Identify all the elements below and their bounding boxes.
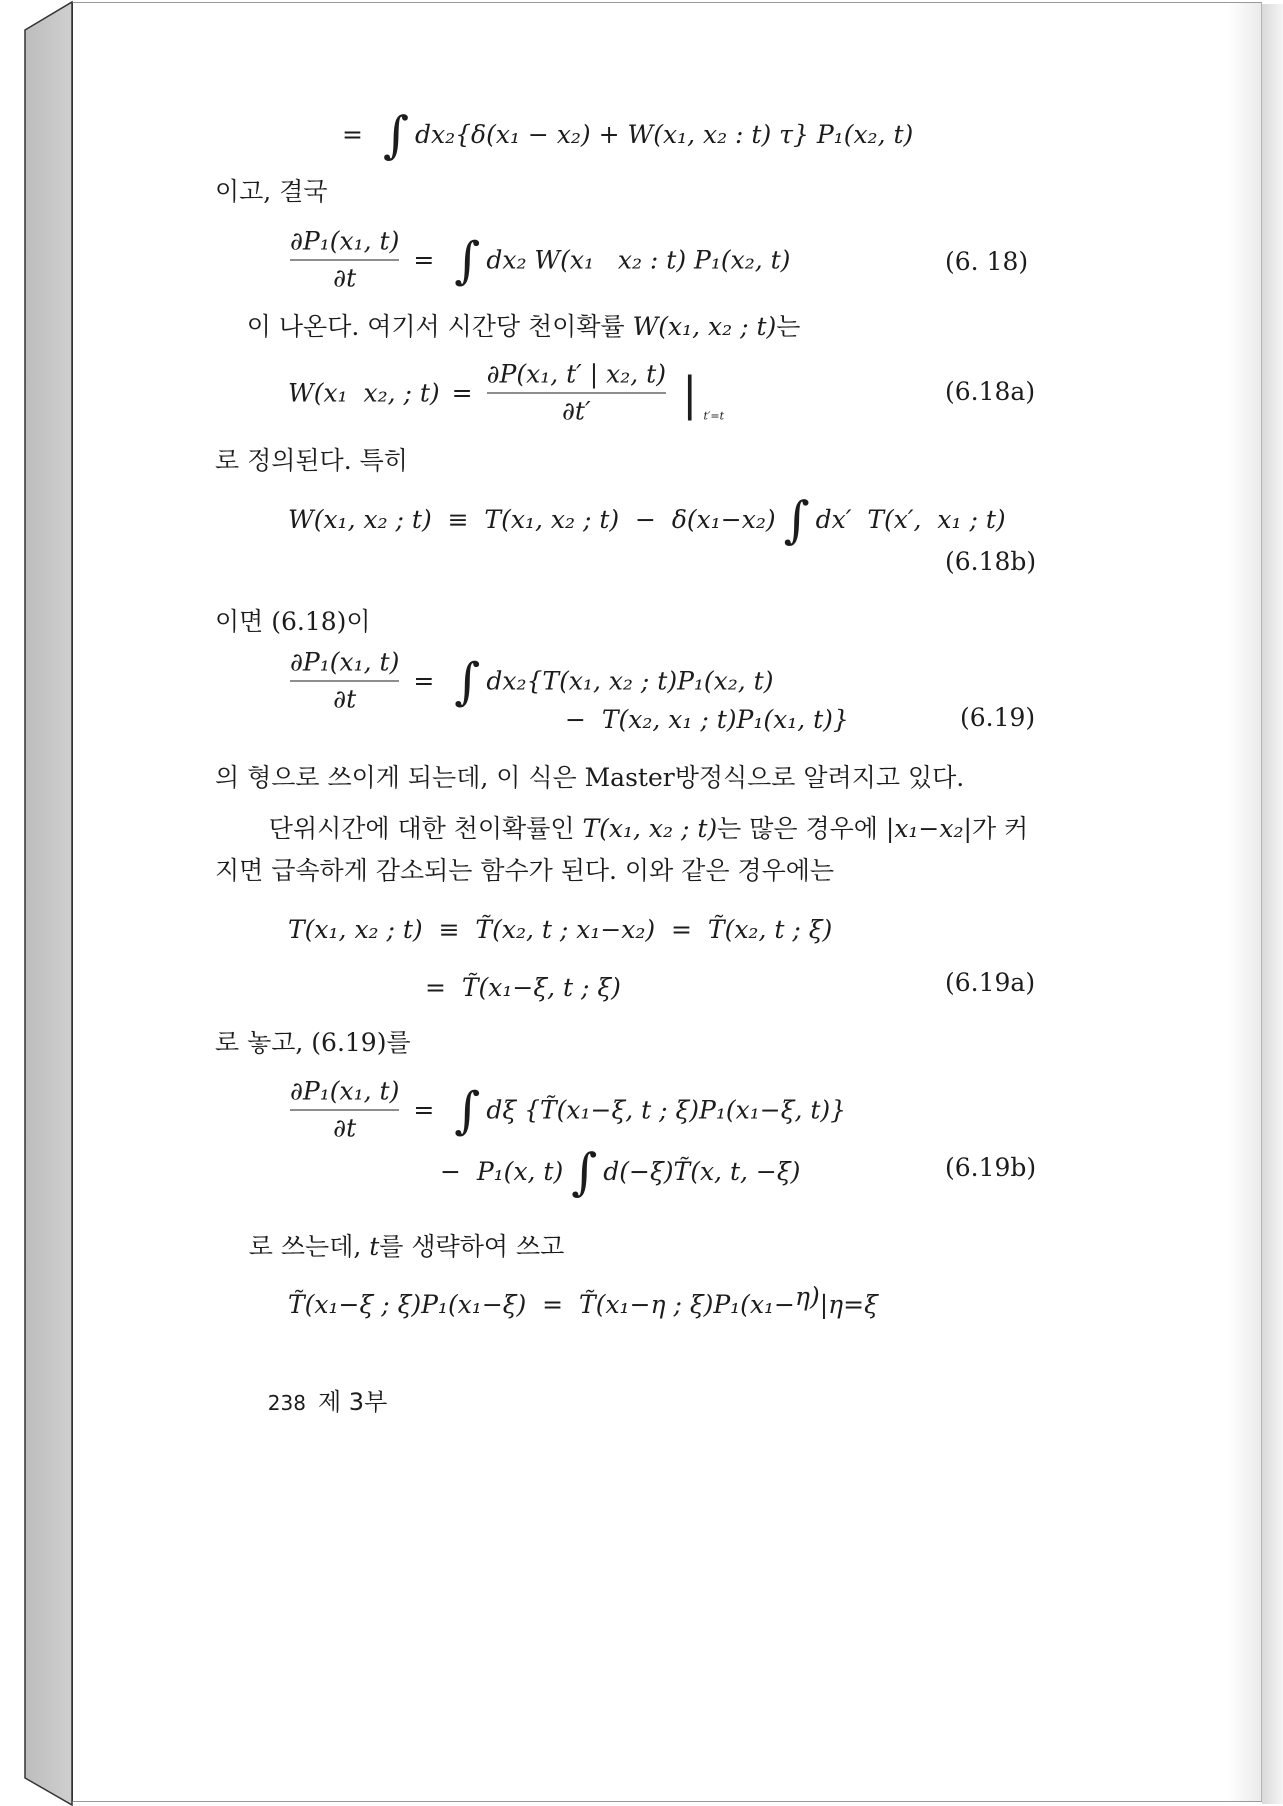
equals-sign: =	[413, 666, 435, 695]
equals-sign: =	[451, 378, 473, 407]
equation-number-6-18: (6. 18)	[945, 247, 1029, 276]
prose-text: 를 생략하여 쓰고	[379, 1232, 565, 1261]
equation-body: dx₂{δ(x₁ − x₂) + W(x₁, x₂ : t) τ} P₁(x₂, t)	[415, 120, 914, 149]
equation-number-6-18b: (6.18b)	[945, 547, 1037, 576]
fraction	[288, 1077, 401, 1144]
paragraph-line-2	[215, 282, 800, 372]
equation-lhs: W(x₁, x₂ ; t) ≡ T(x₁, x₂ ; t) − δ(x₁−x₂)	[288, 505, 776, 534]
inline-math: t	[369, 1232, 380, 1261]
denominator: ∂t	[333, 1113, 357, 1143]
prose-text: 단위시간에 대한 천이확률인	[268, 814, 583, 843]
equation-body: d(−ξ)T̃(x, t, −ξ)	[603, 1157, 801, 1186]
equation-number-6-19: (6.19)	[960, 703, 1036, 732]
fraction	[485, 360, 668, 427]
equation-6-18a	[288, 360, 724, 427]
evaluation-subscript: |η=ξ	[819, 1290, 878, 1319]
denominator: ∂t	[333, 263, 357, 293]
equation-body: dx₂{T(x₁, x₂ ; t)P₁(x₂, t)	[486, 666, 774, 695]
equals-sign: =	[413, 1095, 435, 1124]
equals-sign: =	[413, 245, 435, 274]
numerator: ∂P₁(x₁, t)	[290, 647, 400, 677]
equation-last	[288, 1282, 878, 1320]
prose-text: 이 나온다. 여기서 시간당 천이확률	[246, 312, 633, 341]
denominator: ∂t	[333, 684, 357, 714]
page-footer	[236, 1357, 387, 1447]
equals-sign: =	[342, 120, 363, 149]
part-label: 제 3부	[317, 1388, 388, 1416]
prose-text: 가 커	[971, 814, 1029, 843]
paragraph-line-5: 의 형으로 쓰이게 되는데, 이 식은 Master방정식으로 알려지고 있다.	[215, 763, 965, 792]
equation-lhs: W(x₁ x₂, ; t)	[288, 378, 440, 407]
numerator: ∂P₁(x₁, t)	[290, 226, 400, 256]
paragraph-line-8: 로 놓고, (6.19)를	[215, 1028, 411, 1057]
fraction-bar	[290, 681, 399, 682]
inline-math: W(x₁, x₂ ; t)	[632, 312, 777, 341]
integral-sign: ∫	[454, 652, 481, 710]
prose-text: 로 쓰는데,	[248, 1232, 370, 1261]
equation-6-19a-line-2: = T̃(x₁−ξ, t ; ξ)	[425, 973, 621, 1002]
integral-sign: ∫	[571, 1143, 598, 1201]
equation-number-6-19b: (6.19b)	[945, 1153, 1037, 1182]
equation-6-19b-line-1	[288, 1077, 846, 1144]
equation-6-19b-line-2	[440, 1143, 801, 1201]
equation-body: T̃(x₁−ξ ; ξ)P₁(x₁−ξ) = T̃(x₁−η ; ξ)P₁(x₁−	[288, 1290, 796, 1319]
equation-body: dx′ T(x′, x₁ ; t)	[815, 505, 1006, 534]
equation-line-top	[330, 106, 914, 164]
fraction-bar	[487, 393, 666, 394]
prose-text: 는	[776, 312, 801, 341]
prose-text: 는 많은 경우에	[717, 814, 886, 843]
denominator: ∂t′	[561, 396, 591, 426]
equation-6-19-line-2: − T(x₂, x₁ ; t)P₁(x₁, t)}	[565, 705, 849, 734]
paragraph-line-3: 로 정의된다. 특히	[215, 446, 408, 475]
evaluation-subscript: t′=t	[703, 409, 725, 423]
equation-6-18b	[288, 491, 1006, 549]
paragraph-line-1: 이고, 결국	[215, 177, 328, 206]
integral-sign: ∫	[454, 231, 481, 289]
equation-number-6-18a: (6.18a)	[945, 377, 1036, 406]
raised-term: η)	[795, 1282, 820, 1311]
fraction-bar	[290, 260, 399, 261]
equation-6-19a-line-1: T(x₁, x₂ ; t) ≡ T̃(x₂, t ; x₁−x₂) = T̃(x₂, t ; ξ)	[288, 915, 833, 944]
equation-body: dx₂ W(x₁ x₂ : t) P₁(x₂, t)	[486, 245, 791, 274]
inline-math: |x₁−x₂|	[885, 814, 972, 843]
equation-body: dξ {T̃(x₁−ξ, t ; ξ)P₁(x₁−ξ, t)}	[486, 1095, 847, 1124]
paragraph-line-7: 지면 급속하게 감소되는 함수가 된다. 이와 같은 경우에는	[215, 856, 835, 885]
equation-body: − P₁(x, t)	[440, 1157, 564, 1186]
numerator: ∂P(x₁, t′ | x₂, t)	[486, 359, 666, 389]
fraction-bar	[290, 1110, 399, 1111]
equation-number-6-19a: (6.19a)	[945, 968, 1036, 997]
integral-sign: ∫	[454, 1081, 481, 1139]
integral-sign: ∫	[783, 491, 810, 549]
page-number: 238	[267, 1391, 306, 1415]
numerator: ∂P₁(x₁, t)	[290, 1076, 400, 1106]
integral-sign: ∫	[382, 106, 410, 164]
inline-math: T(x₁, x₂ ; t)	[582, 814, 718, 843]
paragraph-line-9	[217, 1202, 564, 1292]
evaluation-bar: |	[681, 366, 698, 420]
paragraph-line-4: 이면 (6.18)이	[215, 607, 371, 636]
fraction	[288, 648, 401, 715]
